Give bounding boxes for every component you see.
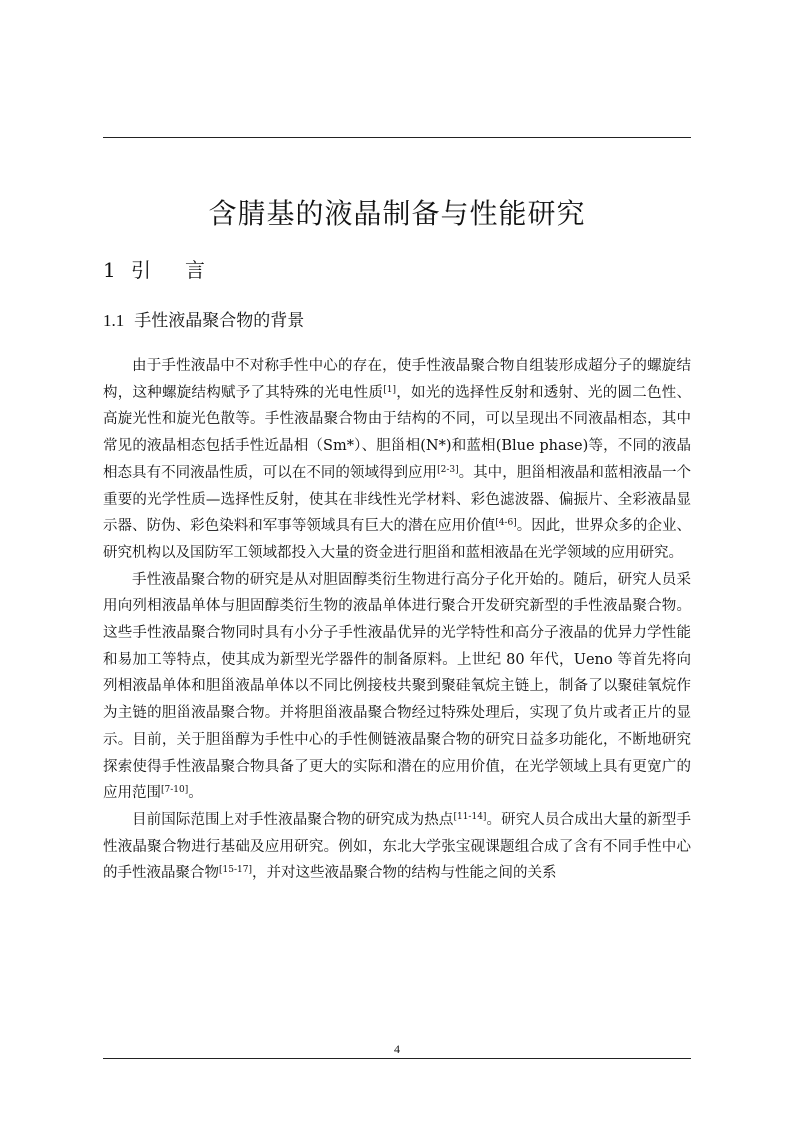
header-rule: [103, 137, 691, 138]
paragraph-text: 手性液晶聚合物的研究是从对胆固醇类衍生物进行高分子化开始的。随后，研究人员采用向列相液晶单体与胆固醇类衍生物的液晶单体进行聚合开发研究新型的手性液晶聚合物。这些手性液晶聚合物同时具有小分子手性液晶优异的光学特性和高分子液晶的优异力学性能和易加工等特点，使其成为新型光学器件的制备原料。上世纪 80 年代，Ueno 等首先将向列相液晶单体和胆甾液晶单体以不同比例接枝共聚到聚硅氧烷主链上，制备了以聚硅氧烷作为主链的胆甾液晶聚合物。并将胆甾液晶聚合物经过特殊处理后，实现了负片或者正片的显示。目前，关于胆甾醇为手性中心的手性侧链液晶聚合物的研究日益多功能化，不断地研究探索使得手性液晶聚合物具备了更大的实际和潜在的应用价值，在光学领域上具有更宽广的应用范围: [103, 571, 691, 802]
subsection-title: 手性液晶聚合物的背景: [134, 311, 305, 331]
section-heading: [103, 256, 239, 284]
document-title: 含腈基的液晶制备与性能研究: [208, 197, 586, 230]
paragraph-text: ，并对这些液晶聚合物的结构与性能之间的关系: [251, 865, 557, 882]
paragraph-text: 。因此，世界众多的企业、研究机构以及国防军工领域都投入大量的资金进行胆甾和蓝相液晶在光学领域的应用研究。: [103, 518, 692, 561]
citation-ref: [7-10]: [161, 785, 189, 796]
citation-ref: [11-14]: [453, 811, 487, 822]
paragraph-text: 由于手性液晶中不对称手性中心的存在，使手性液晶聚合物自组装形成超分子的螺旋结构，这种螺旋结构赋予了其特殊的光电性质: [103, 358, 691, 401]
paragraph-text: 。: [188, 785, 203, 802]
section-number: 1: [103, 258, 116, 282]
paragraph: [103, 567, 691, 807]
subsection-number: 1.1: [103, 311, 125, 330]
citation-ref: [2-3]: [437, 464, 459, 475]
citation-ref: [4-6]: [495, 518, 517, 529]
citation-ref: [1]: [383, 384, 396, 395]
subsection-heading: [103, 308, 304, 334]
body-text: [103, 353, 691, 887]
paragraph-text: ，如光的选择性反射和透射、光的圆二色性、高旋光性和旋光色散等。手性液晶聚合物由于结构的不同，可以呈现出不同液晶相态，其中常见的液晶相态包括手性近晶相（Sm*）、胆甾相(N*)和蓝相(Blue phase)等，不同的液晶相态具有不同液晶性质，可以在不同的领域得到应用: [103, 384, 691, 481]
page-number: 4: [394, 1042, 400, 1056]
paragraph: [103, 807, 691, 887]
citation-ref: [15-17]: [219, 865, 252, 876]
footer-rule: [103, 1058, 691, 1059]
paragraph-text: 。其中，胆甾相液晶和蓝相液晶一个重要的光学性质—选择性反射，使其在非线性光学材料、彩色滤波器、偏振片、全彩液晶显示器、防伪、彩色染料和军事等领域具有巨大的潜在应用价值: [103, 464, 692, 535]
paragraph-text: 目前国际范围上对手性液晶聚合物的研究成为热点: [132, 811, 454, 828]
paragraph: [103, 353, 691, 567]
section-title: 引言: [131, 258, 239, 282]
paragraph-text: 。研究人员合成出大量的新型手性液晶聚合物进行基础及应用研究。例如，东北大学张宝砚课题组合成了含有不同手性中心的手性液晶聚合物: [103, 811, 692, 882]
